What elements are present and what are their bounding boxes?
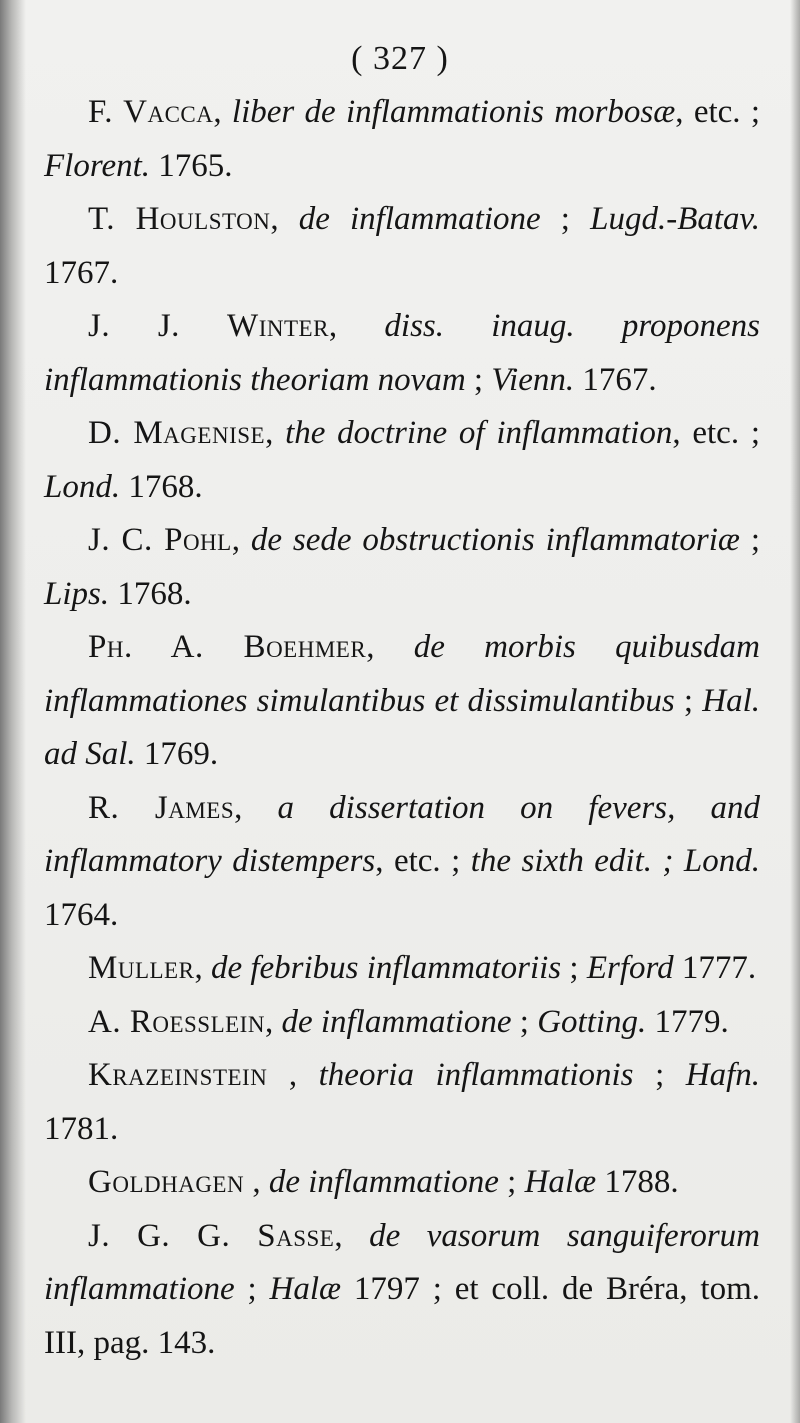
entry-separator: , etc. ; bbox=[672, 415, 760, 451]
entry-title: de sede obstructionis inflammatoriæ bbox=[250, 522, 740, 558]
entry-title: theoria inflammationis bbox=[318, 1057, 634, 1093]
bibliography-entry bbox=[44, 782, 760, 943]
entry-title: de inflammatione bbox=[281, 1003, 512, 1040]
bibliography-entry bbox=[44, 1156, 760, 1210]
entry-separator: , bbox=[334, 1217, 370, 1254]
bibliography-entry bbox=[44, 621, 760, 782]
entry-year: 1797 ; et coll. de Bréra, tom. III, pag. 143. bbox=[44, 1271, 760, 1361]
entry-title: de vasorum sanguiferorum inflammatione bbox=[44, 1217, 760, 1307]
entry-author: Krazeinstein bbox=[88, 1057, 268, 1093]
entry-place: the sixth edit. ; Lond. bbox=[470, 843, 760, 879]
bibliography-entry bbox=[44, 1210, 760, 1371]
entry-author: Muller bbox=[88, 950, 195, 986]
entry-separator: , bbox=[265, 415, 286, 451]
entry-separator: , bbox=[366, 629, 414, 665]
entry-year: 1781. bbox=[44, 1110, 119, 1147]
entry-author: D. Magenise bbox=[88, 415, 266, 451]
entry-author: F. Vacca bbox=[88, 94, 214, 130]
bibliography-entry bbox=[44, 942, 760, 996]
entry-place: Florent. bbox=[44, 147, 151, 184]
entry-separator: , etc. ; bbox=[375, 843, 471, 879]
entry-place: Lips. bbox=[44, 575, 110, 612]
entry-year: 1768. bbox=[109, 575, 192, 612]
entry-separator: ; bbox=[498, 1164, 525, 1200]
entry-author: T. Houlston bbox=[88, 201, 271, 237]
entry-author: Goldhagen bbox=[88, 1164, 245, 1200]
entry-separator: ; bbox=[511, 1003, 538, 1040]
entry-separator: , bbox=[234, 789, 278, 826]
entry-title: de inflammatione bbox=[298, 201, 541, 237]
entry-year: 1764. bbox=[44, 896, 119, 933]
entry-author: R. James bbox=[88, 789, 235, 826]
entry-separator: , bbox=[328, 308, 385, 344]
bibliography-entry bbox=[44, 996, 760, 1050]
entry-separator: ; bbox=[540, 201, 591, 237]
entry-year: 1767. bbox=[574, 361, 657, 398]
bibliography-entry bbox=[44, 193, 760, 300]
entry-separator: , bbox=[194, 950, 211, 986]
entry-year: 1788. bbox=[596, 1164, 679, 1200]
entry-separator: ; bbox=[465, 361, 492, 398]
page-number: ( 327 ) bbox=[351, 40, 449, 77]
entry-separator: , etc. ; bbox=[675, 94, 760, 130]
entry-place: Erford bbox=[586, 950, 674, 986]
entry-year: 1779. bbox=[646, 1003, 729, 1040]
entry-separator: , bbox=[231, 522, 251, 558]
entry-title: diss. inaug. proponens inflammationis theoriam novam bbox=[44, 308, 760, 398]
entry-place: Hal. ad Sal. bbox=[44, 682, 761, 772]
entry-author: A. Roesslein bbox=[88, 1003, 265, 1040]
entry-author: J. G. G. Sasse bbox=[88, 1217, 335, 1254]
entry-title: de inflammatione bbox=[268, 1164, 499, 1200]
entry-separator: , bbox=[244, 1164, 269, 1200]
entry-author: J. C. Pohl bbox=[88, 522, 232, 558]
entry-place: Lond. bbox=[44, 468, 121, 505]
entry-separator: , bbox=[264, 1003, 282, 1040]
entry-separator: ; bbox=[234, 1271, 270, 1307]
entry-place: Halæ bbox=[524, 1164, 597, 1200]
bibliography-entry bbox=[44, 514, 760, 621]
entry-separator: ; bbox=[633, 1057, 686, 1093]
entry-title: de morbis quibusdam inflammationes simulantibus et dissimulantibus bbox=[44, 629, 760, 719]
entry-separator: , bbox=[213, 94, 232, 130]
entry-title: a dissertation on fevers, and inflammatory distempers bbox=[44, 789, 760, 879]
entry-place: Vienn. bbox=[491, 361, 575, 398]
entry-title: de febribus inflammatoriis bbox=[210, 950, 562, 986]
entry-author: J. J. Winter bbox=[88, 308, 329, 344]
bibliography-entry bbox=[44, 300, 760, 407]
entry-separator: , bbox=[270, 201, 299, 237]
entry-year: 1767. bbox=[44, 254, 119, 291]
entry-place: Hafn. bbox=[685, 1057, 761, 1093]
entry-year: 1769. bbox=[135, 736, 219, 772]
entry-place: Lugd.-Batav. bbox=[590, 201, 760, 237]
entry-separator: ; bbox=[739, 522, 760, 558]
bibliography-list bbox=[44, 86, 760, 1370]
entry-year: 1777. bbox=[673, 950, 757, 986]
page-gutter-shadow bbox=[0, 0, 26, 1423]
bibliography-entry bbox=[44, 1049, 760, 1156]
entry-title: the doctrine of inflammation bbox=[285, 415, 673, 451]
entry-year: 1768. bbox=[120, 468, 203, 505]
bibliography-entry bbox=[44, 407, 760, 514]
bibliography-entry bbox=[44, 86, 760, 193]
entry-separator: ; bbox=[674, 682, 703, 719]
page-edge-shadow bbox=[790, 0, 800, 1423]
entry-separator: ; bbox=[561, 950, 587, 986]
entry-place: Halæ bbox=[269, 1271, 342, 1307]
entry-title: liber de inflammationis morbosæ bbox=[231, 94, 676, 130]
entry-place: Gotting. bbox=[537, 1003, 647, 1040]
entry-author: Ph. A. Boehmer bbox=[88, 629, 367, 665]
entry-separator: , bbox=[267, 1057, 319, 1093]
entry-year: 1765. bbox=[150, 147, 233, 184]
